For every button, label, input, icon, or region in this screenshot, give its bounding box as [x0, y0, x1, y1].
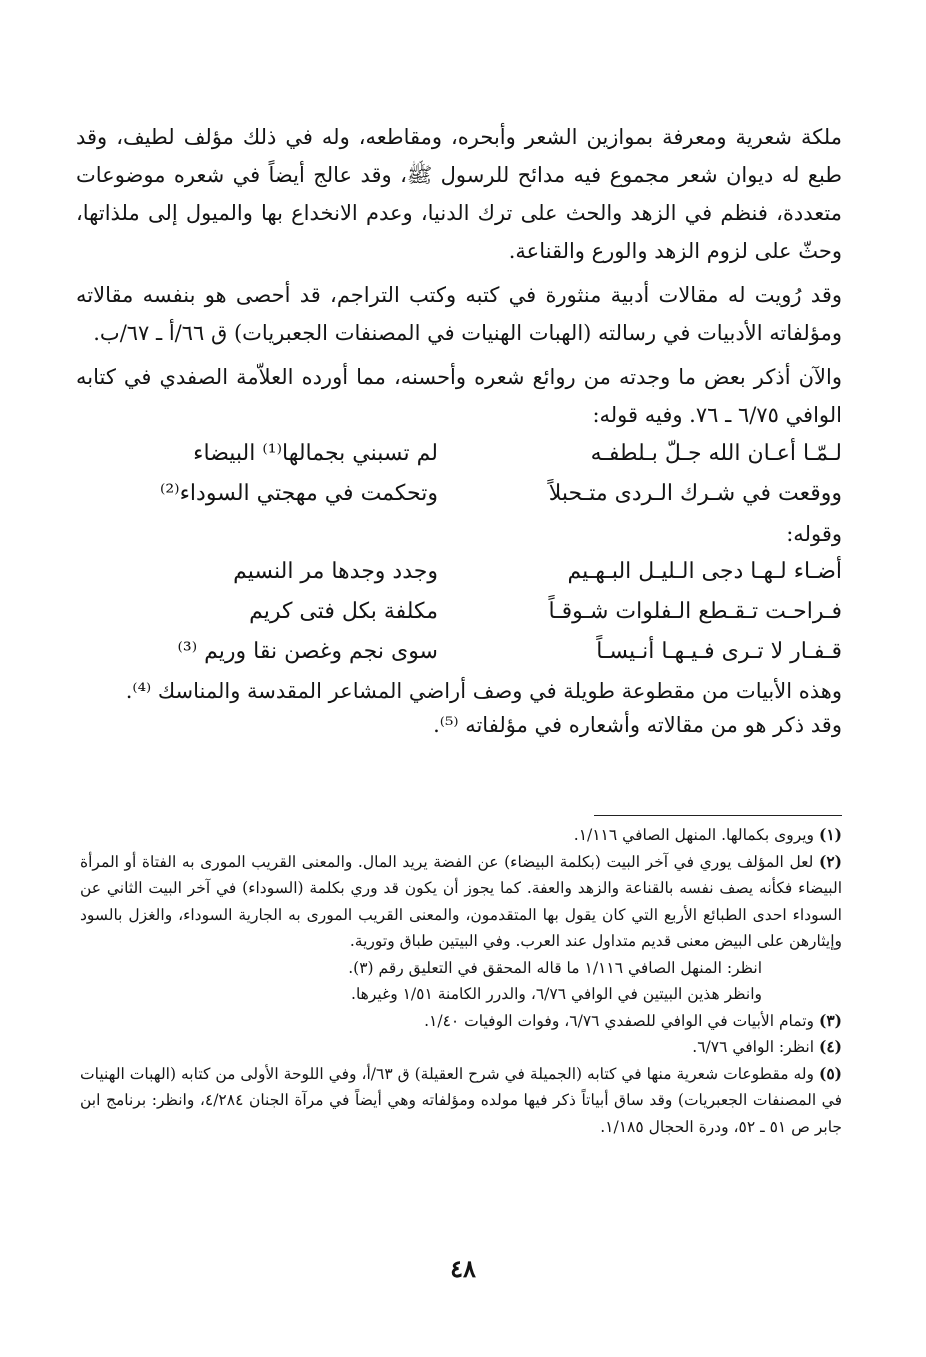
footnote-number: (٣)	[818, 1010, 842, 1030]
poem-2	[76, 552, 842, 672]
footnote-number: (١)	[818, 825, 842, 844]
footnote	[80, 822, 842, 849]
verse-second-hemistich: وجدد وجدها مر النسيم	[233, 559, 438, 584]
paragraph-2	[76, 276, 842, 352]
closing-line: وقد ذكر هو من مقالاته وأشعاره في مؤلفاته ⁽⁵⁾.	[433, 713, 842, 737]
verse-first-hemistich: قـفـار لا تـرى فـيـهـا أنـيسـاً	[596, 639, 842, 664]
footnote-text: انظر: المنهل الصافي ١/١١٦ ما قاله المحقق في التعليق رقم (٣).	[348, 958, 762, 977]
paragraph-1	[76, 118, 842, 270]
footnote-text: انظر: الوافي ٦/٧٦.	[692, 1038, 815, 1056]
verse-second-hemistich: سوى نجم وغصن نقا وريم ⁽³⁾	[177, 639, 438, 664]
footnote-text: وتمام الأبيات في الوافي للصفدي ٦/٧٦، وفوات الوفيات ١/٤٠.	[424, 1011, 815, 1030]
verse-line	[76, 434, 842, 474]
footnote-text: لعل المؤلف يوري في آخر البيت (بكلمة البيضاء) عن الفضة يريد المال. والمعنى القريب المورى به الفتاة أو المرأة البيضاء فكأنه يصف نفسه بالقناعة والزهد والعفة. كما يجوز أن يكون قد وري بكلمة (السوداء) في آخر البيت الثاني عن السوداء احدى الطبائع الأربع التي كان يقول بها المتقدمون، والمعنى القريب المورى به الجارية السوداء، والغزل بالسود وإيثارهن على البيض معنى قديم متداول عند العرب. وفي البيتين طباق وتورية.	[80, 852, 842, 950]
verse-line	[76, 632, 842, 672]
footnote	[80, 849, 842, 955]
verse-second-hemistich: وتحكمت في مهجتي السوداء⁽²⁾	[159, 481, 438, 506]
verse-line	[76, 592, 842, 632]
paragraph-3	[76, 358, 842, 434]
footnote-number: (٥)	[818, 1063, 842, 1083]
page-number: ٤٨	[450, 1254, 476, 1283]
verse-first-hemistich: ووقعت في شـرك الـردى متـحبلاً	[548, 481, 842, 506]
verse-first-hemistich: أضـاء لـهـا دجى الـليـل البـهـيم	[567, 559, 842, 584]
footnote	[80, 1061, 842, 1141]
poem-1	[76, 434, 842, 514]
footnote-continuation	[80, 981, 842, 1008]
footnote-continuation	[80, 955, 842, 982]
footnote-number: (٤)	[818, 1037, 842, 1056]
verse-second-hemistich: مكلفة بكل فتى كريم	[249, 599, 438, 624]
footnotes	[80, 822, 842, 1140]
footnote-text: وله مقطوعات شعرية منها في كتابه (الجميلة في شرح العقيلة) ق ٦٣/أ، وفي اللوحة الأولى من كتابه (الهبات الهنيات في المصنفات الجعبريات) وقد ساق أبياتاً ذكر فيها مولده ومؤلفاته وهي أيضاً في مرآة الجنان ٤/٢٨٤، وانظر: برنامج ابن جابر ص ٥١ ـ ٥٢، ودرة الحجال ١/١٨٥.	[80, 1064, 843, 1136]
footnote-text: ويروى بكمالها. المنهل الصافي ١/١١٦.	[573, 826, 815, 844]
footnote	[80, 1008, 842, 1035]
paragraph-text: والآن أذكر بعض ما وجدته من روائع شعره وأحسنه، مما أورده العلاّمة الصفدي في كتابه الوافي ٦/٧٥ ـ ٧٦. وفيه قوله:	[76, 365, 842, 427]
verse-first-hemistich: فـراحـت تـقـطع الـفلوات شـوقـاً	[548, 599, 842, 624]
main-text	[76, 118, 842, 742]
footnote-separator	[594, 815, 842, 816]
verse-line	[76, 552, 842, 592]
footnote-number: (٢)	[818, 851, 842, 871]
footnote-text: وانظر هذين البيتين في الوافي ٦/٧٦، والدرر الكامنة ١/٥١ وغيرها.	[351, 985, 762, 1003]
footnote	[80, 1034, 842, 1061]
closing-line: وهذه الأبيات من مقطوعة طويلة في وصف أراضي المشاعر المقدسة والمناسك ⁽⁴⁾.	[125, 679, 842, 703]
verse-first-hemistich: لـمّـا أعـان الله جـلّ بـلطفـه	[590, 441, 842, 466]
verse-line	[76, 474, 842, 514]
verse-second-hemistich: لم تسبني بجمالها⁽¹⁾ البيضاء	[193, 441, 438, 466]
poem-2-intro: وقوله:	[786, 522, 842, 546]
paragraph-text: وقد رُويت له مقالات أدبية منثورة في كتبه وكتب التراجم، قد أحصى هو بنفسه مقالاته ومؤلفاته الأدبيات في رسالته (الهبات الهنيات في المصنفات الجعبريات) ق ٦٦/أ ـ ٦٧/ب.	[76, 283, 842, 345]
paragraph-text: ملكة شعرية ومعرفة بموازين الشعر وأبحره، ومقاطعه، وله في ذلك مؤلف لطيف، وقد طبع له ديوان شعر مجموع فيه مدائح للرسول ﷺ، وقد عالج أيضاً في شعره موضوعات متعددة، فنظم في الزهد والحث على ترك الدنيا، وعدم الانخداع بها والميول إلى ملذاتها، وحثّ على لزوم الزهد والورع والقناعة.	[76, 125, 842, 263]
